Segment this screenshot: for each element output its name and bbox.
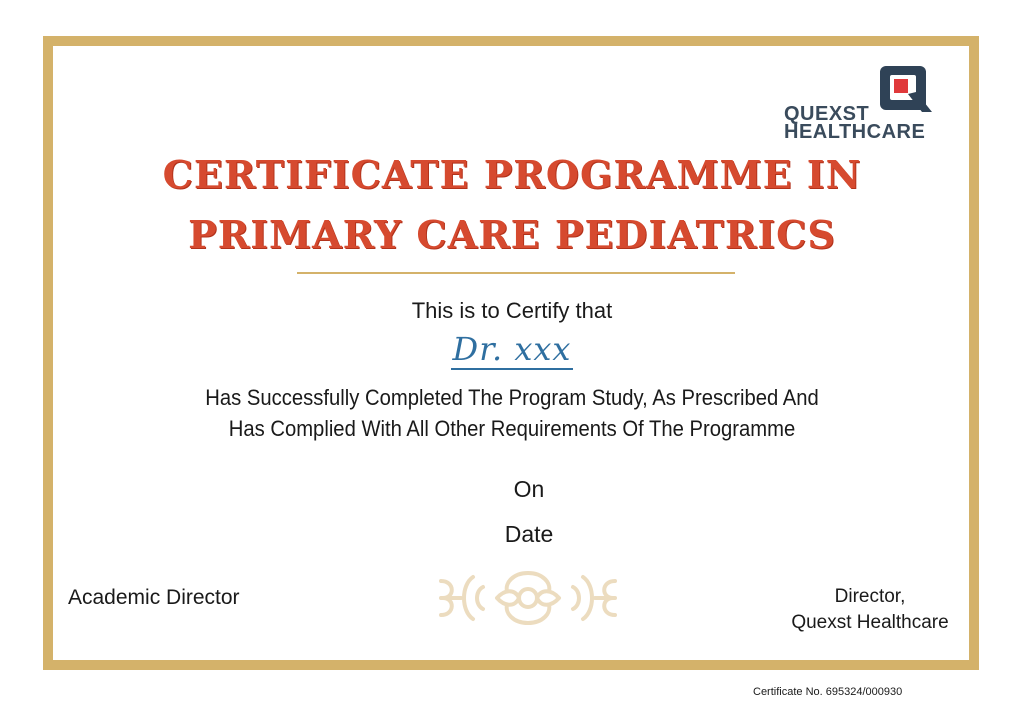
- certify-text: This is to Certify that: [411, 298, 613, 323]
- on-label: On: [513, 476, 545, 502]
- body-text-line-2: Has Complied With All Other Requirements Of The Programme: [228, 416, 796, 441]
- decorative-flourish-icon: [435, 567, 621, 629]
- recipient-name: [0, 330, 1024, 368]
- academic-director-signature: Academic Director: [68, 586, 240, 609]
- certificate-number: Certificate No. 695324/000930: [753, 686, 903, 698]
- logo-text-quexst: QUEXST: [784, 103, 870, 125]
- title-divider: [297, 272, 735, 274]
- certificate-title-line-2: PRIMARY CARE PEDIATRICS: [188, 212, 836, 257]
- quexst-logo-icon: [878, 64, 934, 114]
- director-title: Director,: [834, 586, 906, 607]
- director-organization: Quexst Healthcare: [791, 612, 949, 633]
- quexst-logo: [780, 64, 945, 144]
- director-signature: [790, 584, 950, 636]
- date-label: Date: [504, 521, 554, 547]
- logo-text-healthcare: HEALTHCARE: [784, 121, 926, 143]
- recipient-name-text: Dr. xxx: [452, 330, 572, 368]
- certificate-title-line-1: CERTIFICATE PROGRAMME IN: [162, 152, 862, 197]
- body-text-line-1: Has Successfully Completed The Program Study, As Prescribed And: [205, 385, 819, 410]
